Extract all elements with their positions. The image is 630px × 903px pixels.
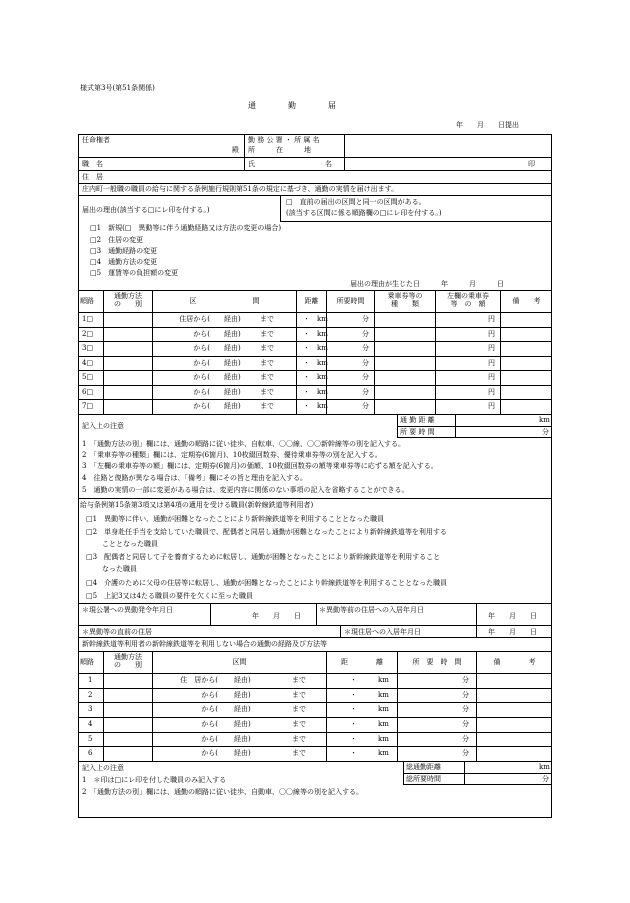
t1-row-distance: ・ km <box>303 344 328 352</box>
notes1-item-4: 4 往路と復路が異なる場合は、「備考」欄にその旨と理由を記入する。 <box>82 474 307 482</box>
shinkansen-item-5[interactable]: □5 上記3又は4たる職員の要件を欠くに至った職員 <box>86 592 253 600</box>
t2-row-distance: ・ km <box>350 705 389 713</box>
t1-row-via: 経由) <box>224 402 241 410</box>
total-distance-unit: km <box>539 416 550 424</box>
t1-row-to: まで <box>260 373 274 381</box>
t2-header-section: 区間 <box>232 658 247 666</box>
t1-row-to: まで <box>260 315 274 323</box>
t1-header-ticket: 乗車券等の 種 類 <box>387 292 423 309</box>
t2-row-to: まで <box>292 720 306 728</box>
t1-row-from: から( <box>193 344 210 352</box>
notes1-title: 記入上の注意 <box>82 422 124 430</box>
t1-row-fare: 円 <box>488 330 495 338</box>
t2-row-time: 分 <box>462 735 469 743</box>
location-label: 所 在 地 <box>248 146 311 154</box>
t1-row-via: 経由) <box>224 359 241 367</box>
t2-row-to: まで <box>292 735 306 743</box>
t2-row-to: まで <box>292 676 306 684</box>
same-route-line1: □ 直前の届出の区間と同一の区間がある。 <box>286 198 426 206</box>
t2-total-time-label: 総所要時間 <box>406 775 441 783</box>
statement-text: 庄内町一般職の職員の給与に関する条例施行規則第51条の規定に基づき、通勤の実情を届け出ます。 <box>82 185 399 193</box>
t2-row-distance: ・ km <box>350 676 389 684</box>
form-number: 様式第3号(第51条関係) <box>80 84 155 92</box>
t1-row-distance: ・ km <box>303 330 328 338</box>
t1-row-fare: 円 <box>488 344 495 352</box>
t2-row-from: から( <box>201 691 218 699</box>
t1-row-time: 分 <box>362 388 369 396</box>
t1-row-via: 経由) <box>224 373 241 381</box>
t2-row-time: 分 <box>462 705 469 713</box>
reason-item-2[interactable]: □2 住居の変更 <box>90 236 144 244</box>
form-title: 通 勤 届 <box>248 101 336 110</box>
t1-row-from: から( <box>193 359 210 367</box>
t1-row-fare: 円 <box>488 315 495 323</box>
t2-row-via: 経由) <box>234 720 251 728</box>
t1-row-from: から( <box>193 388 210 396</box>
t1-row-fare: 円 <box>488 402 495 410</box>
shinkansen-item-3[interactable]: □3 配偶者と同居して子を養育するために転居し、通勤が困難となったことにより新幹線鉄道等を利用すること <box>86 553 441 561</box>
shinkansen-item-1[interactable]: □1 異動等に伴い、通勤が困難となったことにより新幹線鉄道等を利用することとなった職員 <box>86 515 385 523</box>
t1-header-remarks: 備 考 <box>512 297 541 305</box>
t2-row-via: 経由) <box>234 676 251 684</box>
t2-row-from: から( <box>201 749 218 757</box>
t2-row-time: 分 <box>462 749 469 757</box>
t2-caption: 新幹線鉄道等利用者の新幹線鉄道等を利用しない場合の通勤の経路及び方法等 <box>82 640 327 648</box>
t1-row-via: 経由) <box>224 388 241 396</box>
t2-header-time: 所 要 時 間 <box>412 658 462 666</box>
shinkansen-item-2[interactable]: □2 単身赴任手当を支給していた職員で、配偶者と同居し通勤が困難となったことにより新幹線鉄道等を利用する <box>86 528 447 536</box>
t2-total-time-unit: 分 <box>542 775 549 783</box>
t1-row-distance: ・ km <box>303 402 328 410</box>
reason-item-3[interactable]: □3 通勤経路の変更 <box>90 247 158 255</box>
t1-row-to: まで <box>260 344 274 352</box>
t2-row-via: 経由) <box>234 691 251 699</box>
post-label: 職 名 <box>82 160 103 168</box>
t2-row-from: 住 居から( <box>180 676 218 684</box>
cur-move-date-label: ＊現住居への入居年月日 <box>344 628 421 636</box>
notes1-item-3: 3 「左欄の乗車券等の額」欄には、定期券(6箇月)の価額、10枚綴回数券の額等乗車券等に応ずる額を記入する。 <box>82 462 438 470</box>
t1-row-via: 経由) <box>224 315 241 323</box>
t2-header-remarks: 備 考 <box>493 658 536 666</box>
t1-row-no[interactable]: 4□ <box>82 359 94 367</box>
t2-row-via: 経由) <box>234 705 251 713</box>
t1-row-distance: ・ km <box>303 373 328 381</box>
t1-row-no[interactable]: 1□ <box>82 315 94 323</box>
t1-row-from: から( <box>193 402 210 410</box>
t1-header-distance: 距離 <box>304 297 319 305</box>
t2-header-distance: 距 離 <box>341 658 383 666</box>
t2-row-from: から( <box>201 705 218 713</box>
shinkansen-item-2b: こととなった職員 <box>102 540 158 548</box>
t2-total-distance-label: 総通勤距離 <box>406 763 441 771</box>
t1-row-via: 経由) <box>224 330 241 338</box>
t1-row-to: まで <box>260 388 274 396</box>
dono-label: 殿 <box>232 146 239 154</box>
t2-row-distance: ・ km <box>350 691 389 699</box>
t2-row-from: から( <box>201 720 218 728</box>
t2-row-to: まで <box>292 749 306 757</box>
t1-header-time: 所要時間 <box>336 297 365 305</box>
total-time-label: 所 要 時 間 <box>400 428 435 436</box>
t1-row-no[interactable]: 6□ <box>82 388 94 396</box>
t2-row-time: 分 <box>462 720 469 728</box>
t2-header-method: 通勤方法 の 別 <box>114 653 142 670</box>
t1-row-time: 分 <box>362 330 369 338</box>
t1-row-no[interactable]: 5□ <box>82 373 94 381</box>
reason-label: 届出の理由(該当する□にレ印を付する。) <box>82 206 210 214</box>
t1-row-no[interactable]: 2□ <box>82 330 94 338</box>
t2-row-no: 3 <box>88 705 93 713</box>
t2-row-time: 分 <box>462 691 469 699</box>
t1-row-from: 住居から( <box>179 315 210 323</box>
t1-header-fare: 左欄の乗車券 等 の 額 <box>447 292 489 309</box>
t2-row-no: 1 <box>88 676 93 684</box>
prev-move-date-value[interactable]: 年 月 日 <box>488 612 537 620</box>
submit-date: 年 月 日提出 <box>456 121 519 129</box>
address-label: 住 居 <box>82 173 103 181</box>
t1-row-from: から( <box>193 373 210 381</box>
notes2-title: 記入上の注意 <box>82 764 124 772</box>
transfer-date-value[interactable]: 年 月 日 <box>252 612 301 620</box>
t1-row-time: 分 <box>362 359 369 367</box>
notes2-item-1: 1 ＊印は□にレ印を付した職員のみ記入する <box>82 776 227 784</box>
t1-row-fare: 円 <box>488 359 495 367</box>
t1-row-distance: ・ km <box>303 359 328 367</box>
shinkansen-item-4[interactable]: □4 介護のために父母の住居等に転居し、通勤が困難となったことにより幹線鉄道等を利用することとなった職員 <box>86 579 448 587</box>
total-time-unit: 分 <box>542 428 549 436</box>
t2-row-no: 5 <box>88 735 93 743</box>
t2-row-to: まで <box>292 705 306 713</box>
t1-header-section: 区 間 <box>189 297 260 305</box>
t1-header-method: 通勤方法 の 別 <box>114 292 142 309</box>
workplace-label: 勤 務 公 署 ・ 所 属 名 <box>248 136 320 144</box>
t2-row-no: 4 <box>88 720 93 728</box>
cur-move-date-value[interactable]: 年 月 日 <box>488 628 537 636</box>
transfer-date-label: ＊現公署への異動発令年月日 <box>82 606 173 614</box>
t2-row-from: から( <box>201 735 218 743</box>
t1-row-time: 分 <box>362 344 369 352</box>
notes1-item-5: 5 通勤の実情の一部に変更がある場合は、変更内容に関係のない事項の記入を省略することができる。 <box>82 486 409 494</box>
notes1-item-2: 2 「乗車券等の種類」欄には、定期券(6箇月)、10枚綴回数券、優待乗車券等の別を記入する。 <box>82 451 382 459</box>
t1-row-fare: 円 <box>488 373 495 381</box>
t2-row-no: 2 <box>88 691 93 699</box>
name-label: 氏 名 <box>248 160 332 168</box>
t1-row-to: まで <box>260 402 274 410</box>
t2-row-via: 経由) <box>234 735 251 743</box>
appointer-label: 任命権者 <box>82 136 110 144</box>
shinkansen-item-3b: なった職員 <box>102 565 137 573</box>
seal-label: 印 <box>528 160 535 168</box>
t1-row-no[interactable]: 7□ <box>82 402 94 410</box>
reason-item-4[interactable]: □4 通勤方法の変更 <box>90 258 158 266</box>
notes2-item-2: 2 「通勤方法の別」欄には、通勤の順路に従い徒歩、自動車、〇〇線等の別を記入する。 <box>82 788 363 796</box>
t1-row-fare: 円 <box>488 388 495 396</box>
t1-row-distance: ・ km <box>303 388 328 396</box>
t1-row-distance: ・ km <box>303 315 328 323</box>
t2-row-via: 経由) <box>234 749 251 757</box>
t2-header-no: 順路 <box>80 658 94 666</box>
t2-row-time: 分 <box>462 676 469 684</box>
total-distance-label: 通 勤 距 離 <box>400 416 435 424</box>
t1-row-to: まで <box>260 330 274 338</box>
reason-date: 届出の理由が生じた日 年 月 日 <box>350 280 504 288</box>
reason-item-1[interactable]: □1 新規(□ 異動等に伴う通勤経路又は方法の変更の場合) <box>90 224 282 232</box>
t1-row-time: 分 <box>362 315 369 323</box>
t1-row-to: まで <box>260 359 274 367</box>
same-route-line2: (該当する区間に係る順路欄の□にレ印を付する。) <box>286 209 442 217</box>
t2-row-no: 6 <box>88 749 93 757</box>
t2-total-distance-unit: km <box>539 763 550 771</box>
notes1-item-1: 1 「通勤方法の別」欄には、通勤の順路に従い徒歩、自転車、〇〇線、〇〇新幹線等の別を記入する。 <box>82 440 405 448</box>
t1-row-time: 分 <box>362 373 369 381</box>
t2-row-distance: ・ km <box>350 749 389 757</box>
prev-move-date-label: ＊異動等前の住居への入居年月日 <box>319 606 424 614</box>
t2-row-distance: ・ km <box>350 720 389 728</box>
t1-row-no[interactable]: 3□ <box>82 344 94 352</box>
shinkansen-intro: 給与条例第15条第3項又は第4項の適用を受ける職員(新幹線鉄道等利用者) <box>80 501 314 509</box>
prev-address-label: ＊異動等の直前の住居 <box>82 628 152 636</box>
t1-row-time: 分 <box>362 402 369 410</box>
t1-header-no: 順路 <box>80 297 94 305</box>
t2-row-distance: ・ km <box>350 735 389 743</box>
t2-row-to: まで <box>292 691 306 699</box>
reason-item-5[interactable]: □5 運賃等の負担額の変更 <box>90 269 179 277</box>
t1-row-from: から( <box>193 330 210 338</box>
t1-row-via: 経由) <box>224 344 241 352</box>
